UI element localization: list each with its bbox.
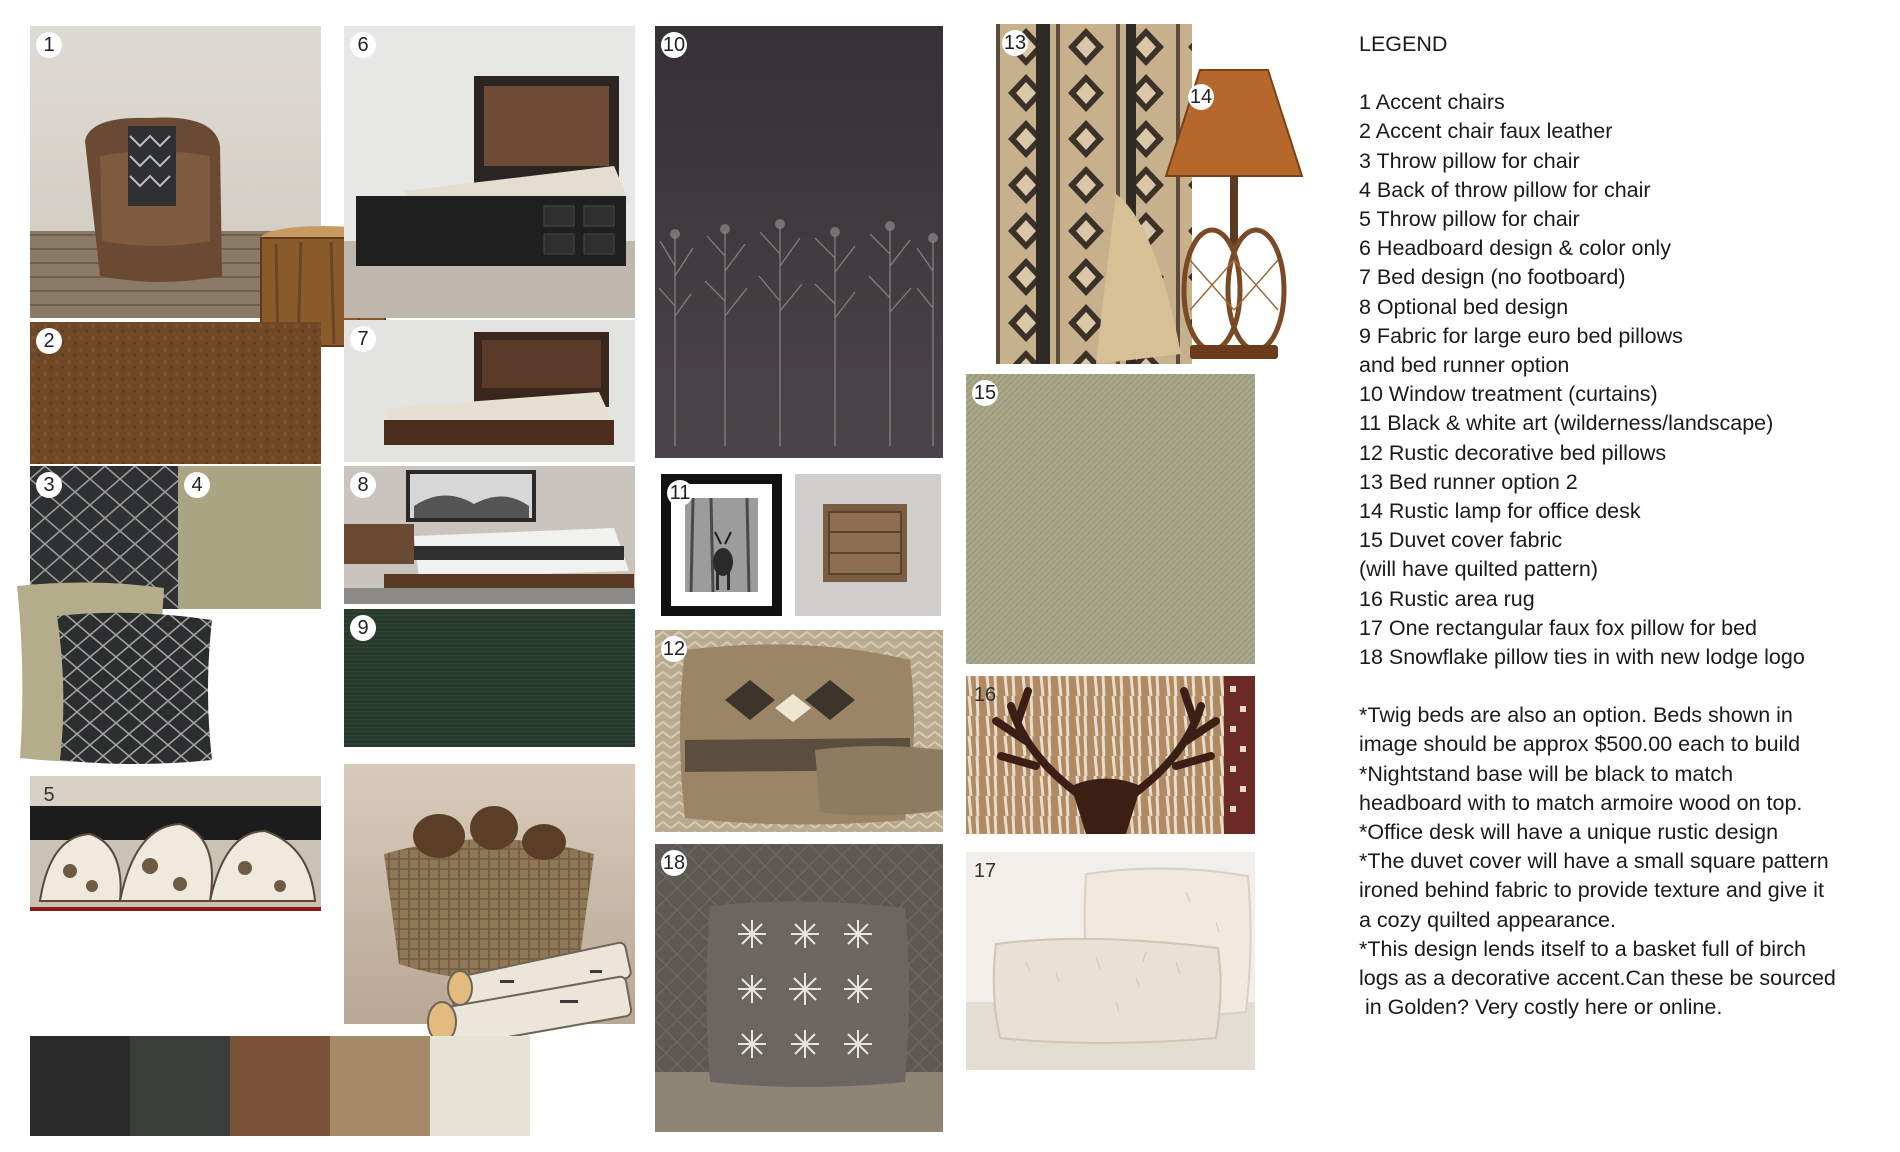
legend-item: 6 Headboard design & color only (1359, 236, 1671, 261)
legend-item: 7 Bed design (no footboard) (1359, 265, 1626, 290)
bed-image (344, 320, 635, 462)
panel-faux-fox-pillow (966, 852, 1255, 1070)
rustic-pillows-image (655, 630, 943, 832)
legend-item: 3 Throw pillow for chair (1359, 148, 1580, 173)
palette-swatch-5 (430, 1036, 530, 1136)
panel-snowflake-pillow (655, 844, 943, 1132)
birch-log-pillows-image (30, 776, 321, 911)
throw-pillows-photo (12, 580, 218, 765)
panel-euro-pillow-fabric (344, 609, 635, 747)
palette-swatch-2 (130, 1036, 230, 1136)
green-fabric-swatch (344, 609, 635, 747)
legend-item: 12 Rustic decorative bed pillows (1359, 440, 1667, 465)
legend (1359, 30, 1879, 1023)
legend-item: 18 Snowflake pillow ties in with new lodge logo (1359, 645, 1805, 670)
panel-area-rug (966, 676, 1255, 834)
panel-number-9: 9 (350, 615, 376, 641)
panel-number-11: 11 (667, 480, 693, 506)
panel-optional-bed (344, 466, 635, 604)
legend-note: logs as a decorative accent.Can these be sourced (1359, 966, 1836, 991)
panel-number-2: 2 (36, 328, 62, 354)
curtain-fabric-image (655, 26, 943, 458)
fur-pillows-image (966, 852, 1255, 1070)
panel-number-10: 10 (661, 32, 687, 58)
nightstand-image (795, 474, 941, 616)
legend-item: and bed runner option (1359, 353, 1570, 378)
legend-note: a cozy quilted appearance. (1359, 907, 1616, 932)
legend-item: 8 Optional bed design (1359, 294, 1569, 319)
panel-number-5: 5 (43, 783, 55, 806)
panel-number-16: 16 (973, 683, 997, 706)
legend-note: *Twig beds are also an option. Beds shown in (1359, 703, 1793, 728)
legend-item: 4 Back of throw pillow for chair (1359, 177, 1651, 202)
panel-number-1: 1 (36, 32, 62, 58)
nightstand-photo (795, 474, 941, 616)
legend-item: 10 Window treatment (curtains) (1359, 382, 1658, 407)
panel-window-treatment (655, 26, 943, 458)
panel-headboard (344, 26, 635, 318)
legend-item: 14 Rustic lamp for office desk (1359, 499, 1641, 524)
panel-number-7: 7 (350, 326, 376, 352)
birch-logs-photo (420, 930, 652, 1050)
legend-item: 5 Throw pillow for chair (1359, 207, 1580, 232)
panel-bed-no-footboard (344, 320, 635, 462)
legend-item: 16 Rustic area rug (1359, 586, 1535, 611)
duvet-fabric-swatch (966, 374, 1255, 664)
panel-faux-leather (30, 322, 321, 464)
panel-number-17: 17 (973, 859, 997, 882)
faux-leather-swatch (30, 322, 321, 464)
panel-number-14: 14 (1188, 84, 1214, 110)
legend-note: in Golden? Very costly here or online. (1359, 995, 1723, 1020)
legend-note: *The duvet cover will have a small square pattern (1359, 849, 1829, 874)
panel-rustic-bed-pillows (655, 630, 943, 832)
legend-note: headboard with to match armoire wood on top. (1359, 790, 1803, 815)
snowshoe-lamp-image (1160, 60, 1310, 365)
panel-number-18: 18 (661, 850, 687, 876)
legend-item: 9 Fabric for large euro bed pillows (1359, 323, 1683, 348)
panel-number-12: 12 (661, 636, 687, 662)
legend-note: *Nightstand base will be black to match (1359, 761, 1734, 786)
birch-logs-image (420, 930, 652, 1050)
panel-number-3: 3 (36, 472, 62, 498)
legend-item: 17 One rectangular faux fox pillow for bed (1359, 615, 1757, 640)
palette-swatch-4 (330, 1036, 430, 1136)
panel-birch-log-pillows (30, 776, 321, 911)
panel-number-13: 13 (1002, 30, 1028, 56)
legend-item: 1 Accent chairs (1359, 90, 1505, 115)
panel-rustic-lamp (1160, 60, 1310, 365)
panel-bw-art (661, 474, 782, 616)
panel-number-4: 4 (184, 472, 210, 498)
panel-number-6: 6 (350, 32, 376, 58)
legend-note: ironed behind fabric to provide texture and give it (1359, 878, 1824, 903)
legend-note: *This design lends itself to a basket full of birch (1359, 936, 1806, 961)
legend-item: 2 Accent chair faux leather (1359, 119, 1613, 144)
antler-rug-image (966, 676, 1255, 834)
legend-item: 15 Duvet cover fabric (1359, 528, 1563, 553)
snowflake-pillow-image (655, 844, 943, 1132)
palette-swatch-1 (30, 1036, 130, 1136)
legend-note: image should be approx $500.00 each to build (1359, 732, 1801, 757)
legend-item: 11 Black & white art (wilderness/landscape) (1359, 411, 1774, 436)
headboard-bed-image (344, 26, 635, 318)
legend-note: *Office desk will have a unique rustic design (1359, 820, 1779, 845)
panel-number-15: 15 (972, 380, 998, 406)
legend-title: LEGEND (1359, 32, 1448, 56)
palette-swatch-3 (230, 1036, 330, 1136)
panel-number-8: 8 (350, 472, 376, 498)
throw-pillows-image (12, 580, 218, 765)
legend-item: 13 Bed runner option 2 (1359, 469, 1578, 494)
optional-bed-image (344, 466, 635, 604)
panel-duvet-fabric (966, 374, 1255, 664)
legend-item: (will have quilted pattern) (1359, 557, 1599, 582)
